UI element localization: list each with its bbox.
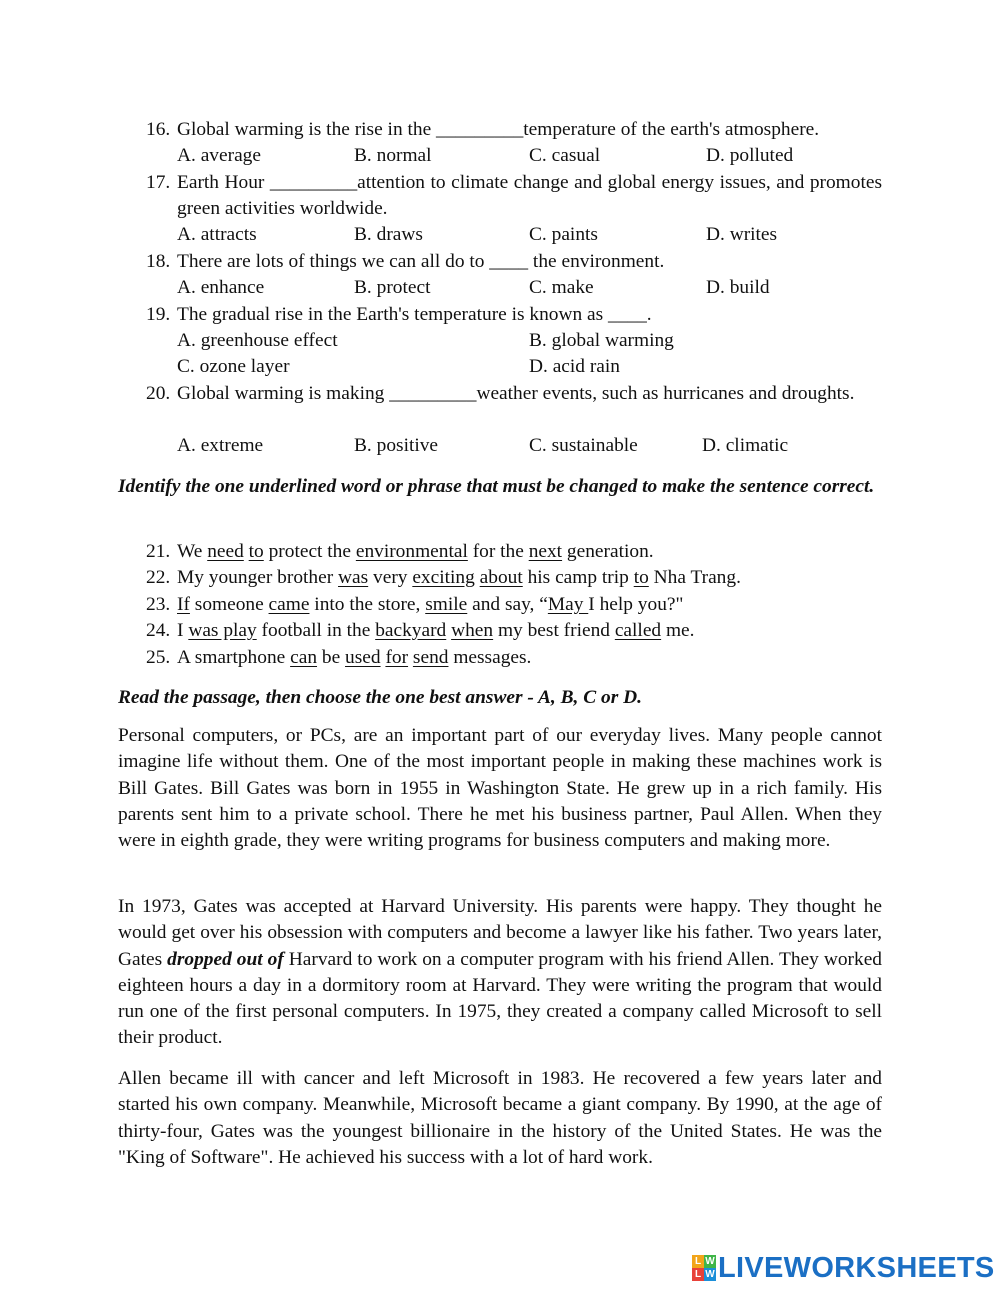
options-19-row1 <box>177 328 877 354</box>
option-a: A. enhance <box>177 277 265 298</box>
question-stem: Global warming is the rise in the _________temperature of the earth's atmosphere. <box>177 119 820 140</box>
liveworksheets-logo-text: LIVEWORKSHEETS <box>718 1251 995 1284</box>
option-b: B. positive <box>354 435 439 456</box>
question-number: 19. <box>146 304 171 325</box>
sentence-text: I was play football in the backyard when my best friend called me. <box>177 620 695 641</box>
question-number: 16. <box>146 119 171 140</box>
options-20 <box>177 433 877 459</box>
sentence-number: 21. <box>146 541 171 562</box>
options-16 <box>177 143 877 169</box>
passage-paragraph-3: Allen became ill with cancer and left Microsoft in 1983. He recovered a few years later and started his own company. Meanwhile, Microsoft became a giant company. By 1990, at the age of thirty-four, Gates was the youngest billionaire in the history of the United States. He was the "King of Software". He achieved his success with a lot of hard work. <box>118 1068 882 1168</box>
option-c: C. ozone layer <box>177 356 290 377</box>
sentence-text: We need to protect the environmental for the next generation. <box>177 541 654 562</box>
section-heading-reading: Read the passage, then choose the one best answer - A, B, C or D. <box>118 687 642 708</box>
passage-paragraph-1: Personal computers, or PCs, are an important part of our everyday lives. Many people cannot imagine life without them. One of the most important people in making these machines work is Bill Gates. Bill Gates was born in 1955 in Washington State. He grew up in a rich family. His parents sent him to a private school. There he met his business partner, Paul Allen. When they were in eighth grade, they were writing programs for business computers and making more. <box>118 725 882 852</box>
passage-paragraph-2: In 1973, Gates was accepted at Harvard University. His parents were happy. They thought he would get over his obsession with computers and become a lawyer like his father. Two years later, Gates dropped out of Harvard to work on a computer program with his friend Allen. They worked eighteen hours a day in a dormitory room at Harvard. They were writing the program that would run one of the first personal computers. In 1975, they created a company called Microsoft to sell their product. <box>118 896 882 1049</box>
options-18 <box>177 275 877 301</box>
section-heading-error-identification: Identify the one underlined word or phrase that must be changed to make the sentence correct. <box>118 476 875 497</box>
sentence-text: My younger brother was very exciting about his camp trip to Nha Trang. <box>177 567 741 588</box>
question-number: 17. <box>146 172 171 193</box>
question-number: 20. <box>146 383 171 404</box>
option-c: C. paints <box>529 224 598 245</box>
option-d: D. build <box>706 277 770 298</box>
options-17 <box>177 222 877 248</box>
option-a: A. attracts <box>177 224 257 245</box>
liveworksheets-logo-icon: L W L W <box>692 1255 716 1281</box>
sentence-number: 22. <box>146 567 171 588</box>
emphasized-phrase: dropped out of <box>167 948 284 970</box>
question-number: 18. <box>146 251 171 272</box>
option-d: D. acid rain <box>529 356 620 377</box>
option-b: B. draws <box>354 224 423 245</box>
question-stem: Global warming is making _________weather events, such as hurricanes and droughts. <box>177 383 855 404</box>
question-stem: The gradual rise in the Earth's temperature is known as ____. <box>177 304 652 325</box>
option-b: B. protect <box>354 277 431 298</box>
liveworksheets-logo <box>692 1253 995 1283</box>
option-a: A. extreme <box>177 435 264 456</box>
question-stem: Earth Hour _________attention to climate change and global energy issues, and promotes green activities worldwide. <box>177 172 882 220</box>
option-d: D. polluted <box>706 145 794 166</box>
option-b: B. global warming <box>529 330 674 351</box>
question-stem: There are lots of things we can all do to ____ the environment. <box>177 251 665 272</box>
option-a: A. greenhouse effect <box>177 330 338 351</box>
option-c: C. sustainable <box>529 435 638 456</box>
option-d: D. climatic <box>702 435 789 456</box>
sentence-text: A smartphone can be used for send messages. <box>177 647 532 668</box>
option-c: C. make <box>529 277 594 298</box>
sentence-number: 23. <box>146 594 171 615</box>
option-b: B. normal <box>354 145 432 166</box>
options-19-row2 <box>177 354 877 380</box>
option-c: C. casual <box>529 145 601 166</box>
sentence-number: 24. <box>146 620 171 641</box>
sentence-number: 25. <box>146 647 171 668</box>
option-d: D. writes <box>706 224 778 245</box>
option-a: A. average <box>177 145 261 166</box>
sentence-text: If someone came into the store, smile and say, “May I help you?" <box>177 594 684 615</box>
